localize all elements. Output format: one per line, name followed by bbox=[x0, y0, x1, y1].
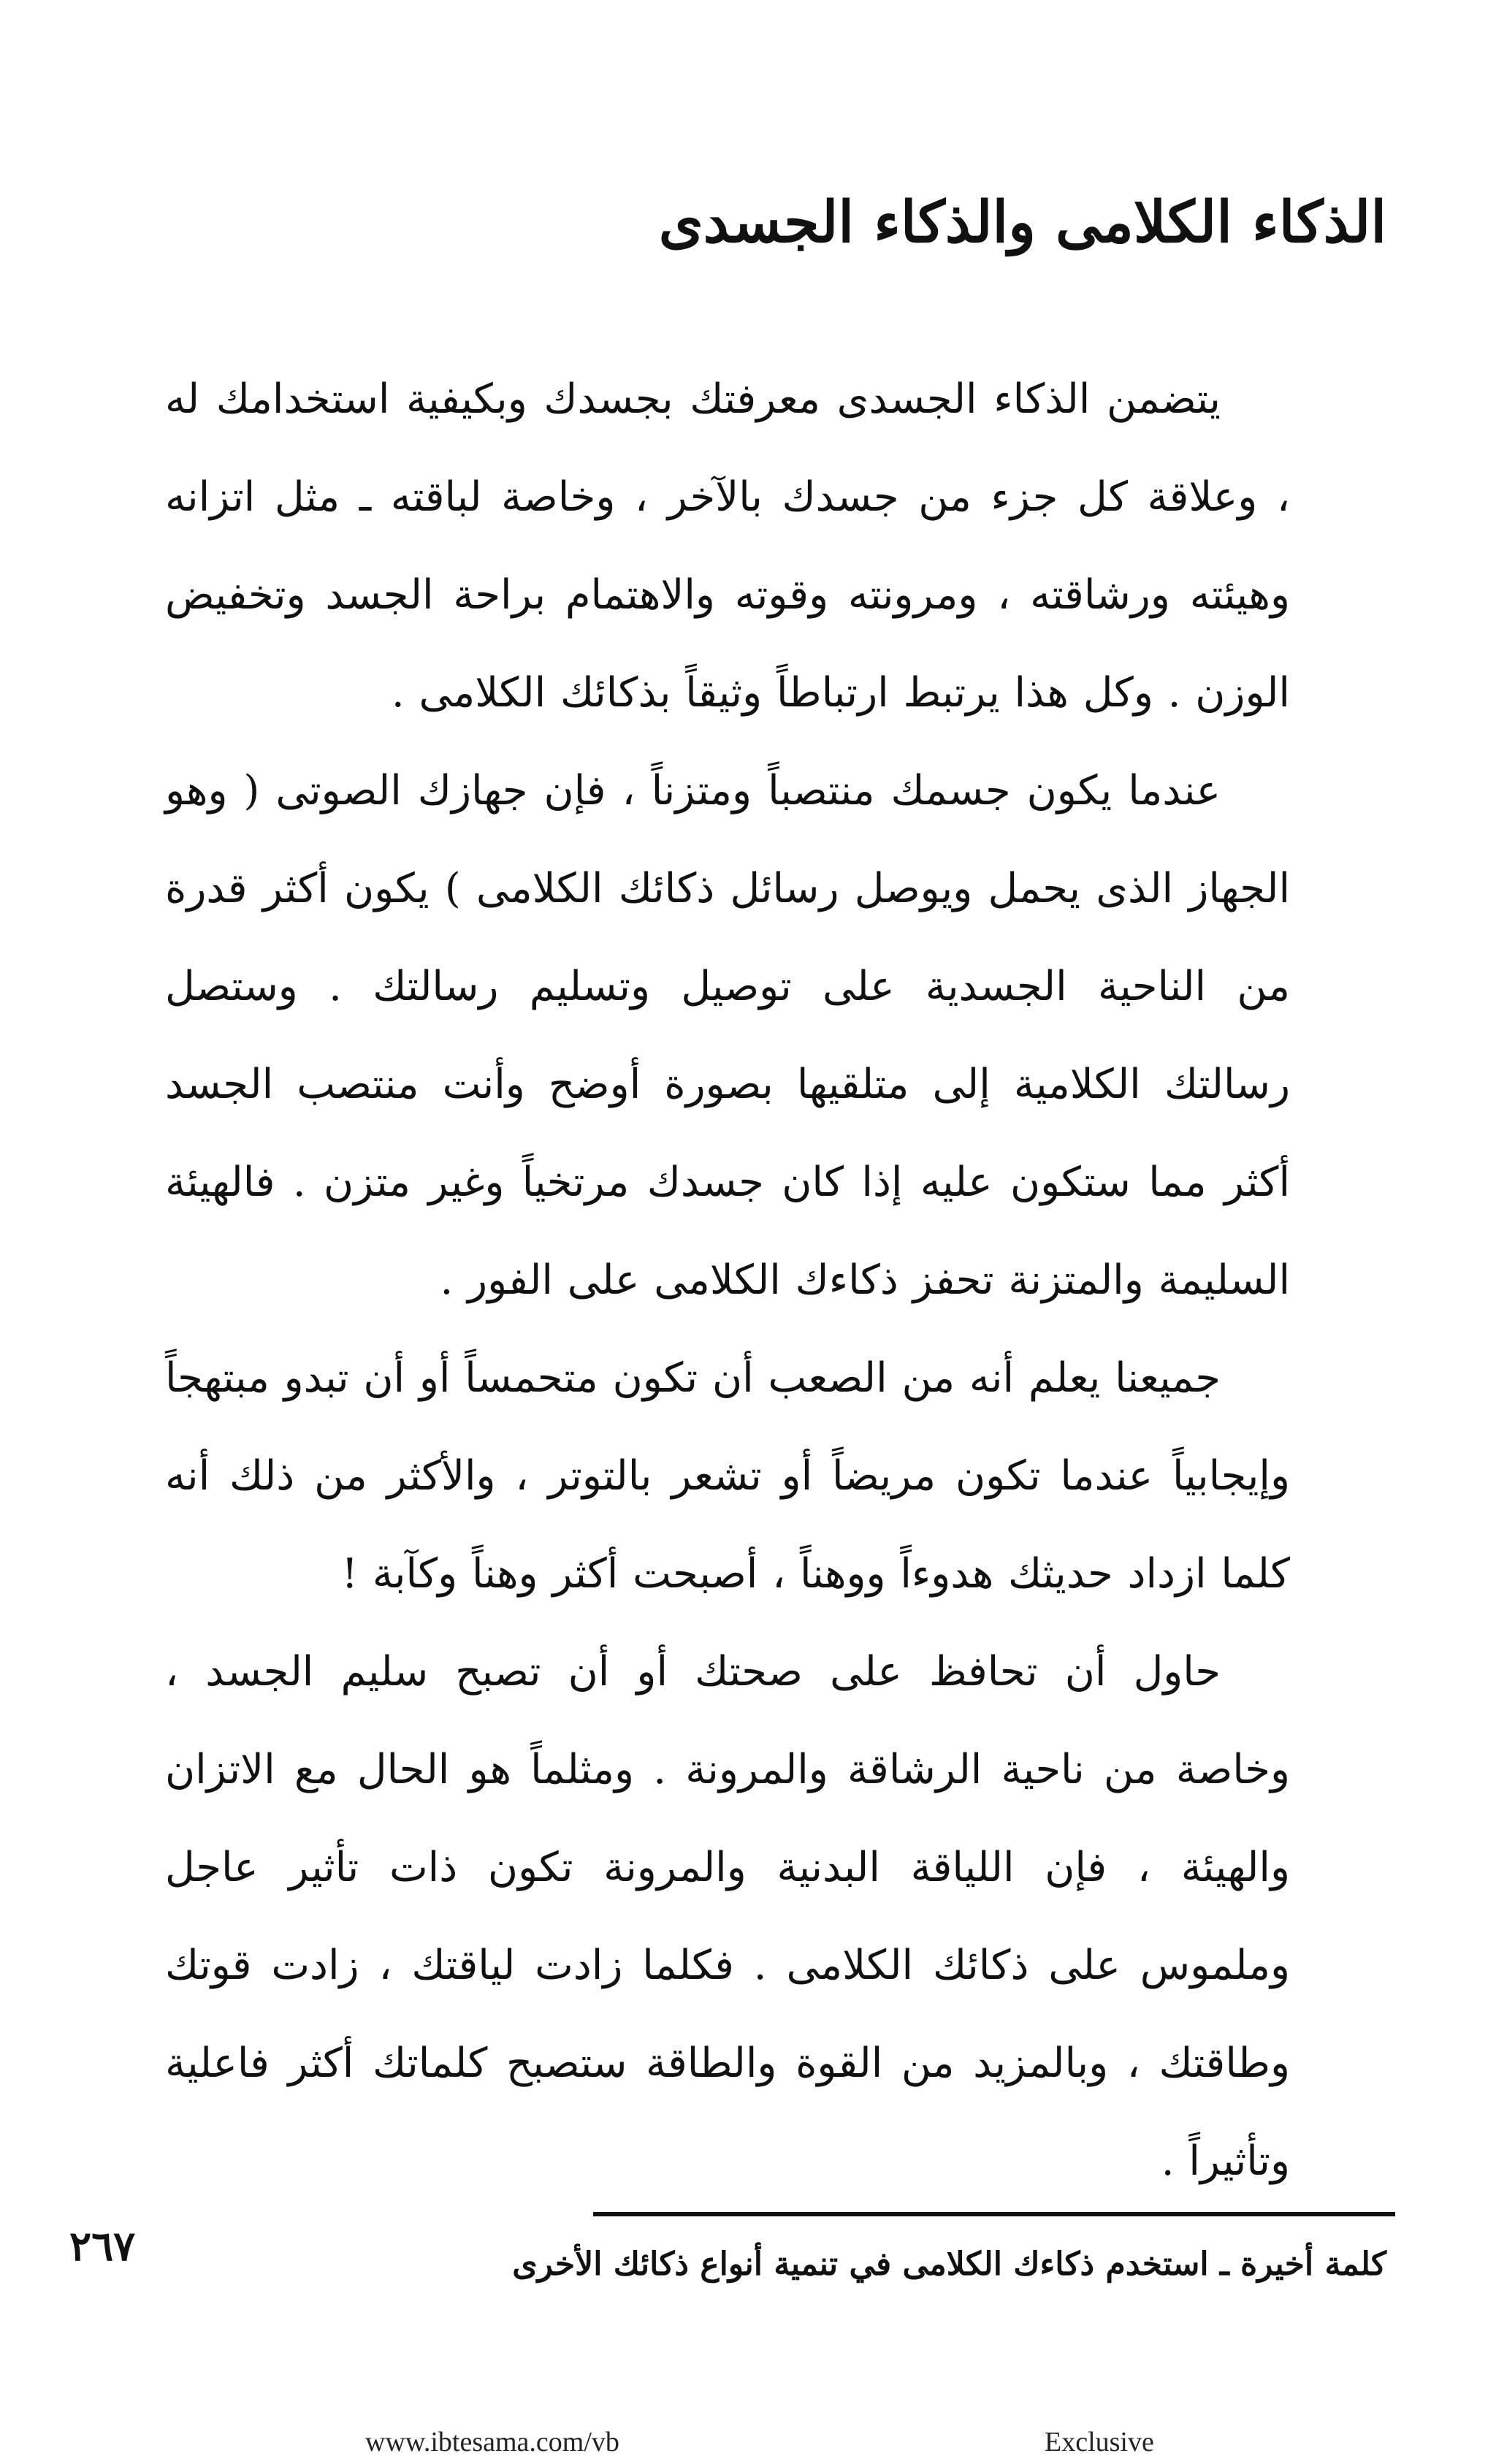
watermark-label: Exclusive bbox=[1045, 2427, 1154, 2457]
paragraph-posture: عندما يكون جسمك منتصباً ومتزناً ، فإن جهازك الصوتى ( وهو الجهاز الذى يحمل ويوصل رسائل ذكائك الكلامى ) يكون أكثر قدرة من الناحية الجسدية على توصيل وتسليم رسالتك . وستصل رسالتك الكلامية إلى متلقيها بصورة أوضح وأنت منتصب الجسد أكثر مما ستكون عليه إذا كان جسدك مرتخياً وغير متزن . فالهيئة السليمة والمتزنة تحفز ذكاءك الكلامى على الفور . bbox=[165, 767, 1290, 1304]
footer-divider bbox=[593, 2212, 1395, 2216]
paragraph-health-mood: جميعنا يعلم أنه من الصعب أن تكون متحمساً أو أن تبدو مبتهجاً وإيجابياً عندما تكون مريضاً أو تشعر بالتوتر ، والأكثر من ذلك أنه كلما ازداد حديثك هدوءاً ووهناً ، أصبحت أكثر وهناً وكآبة ! bbox=[165, 1354, 1290, 1598]
running-footer-title: كلمة أخيرة ـ استخدم ذكاءك الكلامى في تنمية أنواع ذكائك الأخرى bbox=[512, 2246, 1386, 2283]
page-number: ٢٦٧ bbox=[69, 2222, 136, 2270]
paragraph-fitness: حاول أن تحافظ على صحتك أو أن تصبح سليم الجسد ، وخاصة من ناحية الرشاقة والمرونة . ومثلماً هو الحال مع الاتزان والهيئة ، فإن اللياقة البدنية والمرونة تكون ذات تأثير عاجل وملموس على ذكائك الكلامى . فكلما زادت لياقتك ، زادت قوتك وطاقتك ، وبالمزيد من القوة والطاقة ستصبح كلماتك أكثر فاعلية وتأثيراً . bbox=[165, 1648, 1290, 2185]
page-title: الذكاء الكلامى والذكاء الجسدى bbox=[658, 189, 1386, 256]
paragraph-body-intelligence: يتضمن الذكاء الجسدى معرفتك بجسدك وبكيفية استخدامك له ، وعلاقة كل جزء من جسدك بالآخر ، وخاصة لباقته ـ مثل اتزانه وهيئته ورشاقته ، ومرونته وقوته والاهتمام براحة الجسد وتخفيض الوزن . وكل هذا يرتبط ارتباطاً وثيقاً بذكائك الكلامى . bbox=[165, 375, 1290, 717]
watermark-site: www.ibtesama.com/vb bbox=[365, 2427, 619, 2457]
body-text bbox=[165, 351, 1290, 2211]
